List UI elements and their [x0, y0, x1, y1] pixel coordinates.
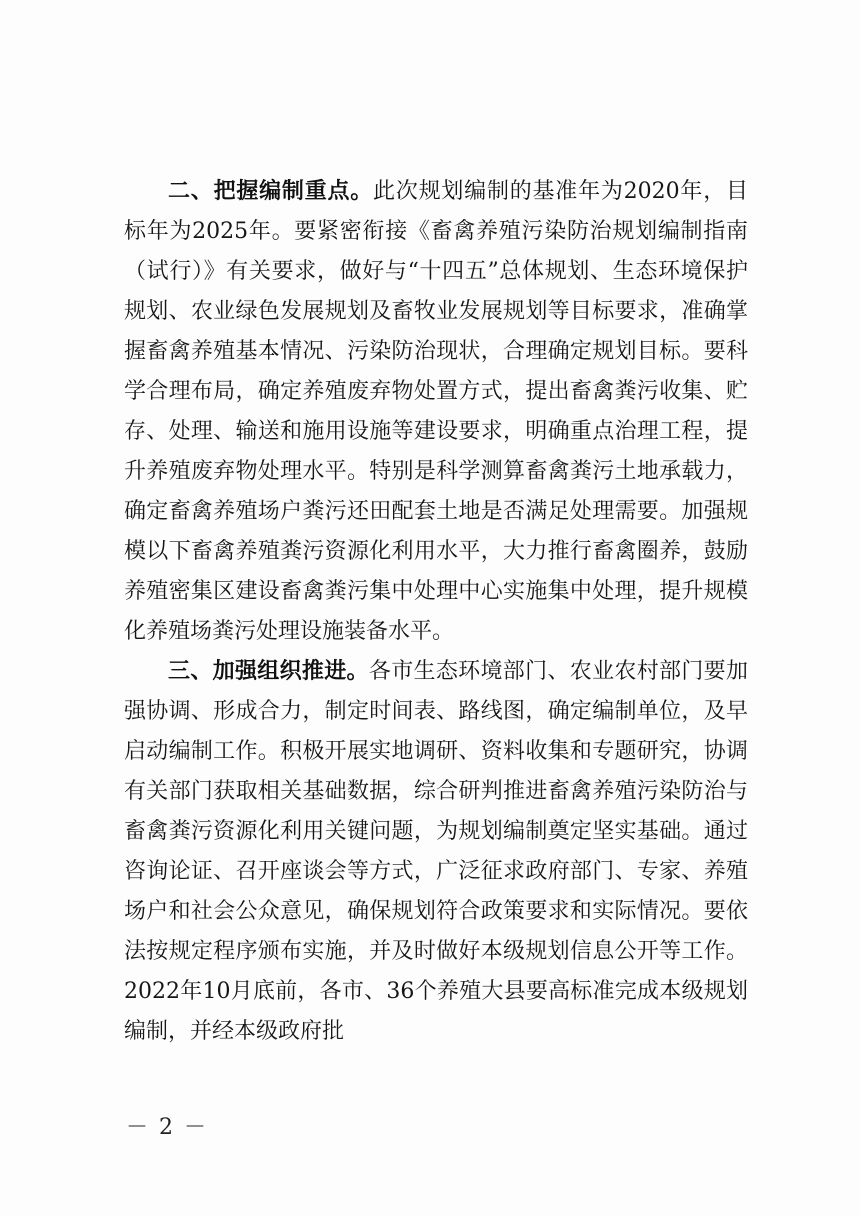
paragraph-organization: [124, 652, 748, 1052]
paragraph-text: 各市生态环境部门、农业农村部门要加强协调、形成合力，制定时间表、路线图，确定编制单位，及早启动编制工作。积极开展实地调研、资料收集和专题研究，协调有关部门获取相关基础数据，综合研判推进畜禽养殖污染防治与畜禽粪污资源化利用关键问题，为规划编制奠定坚实基础。通过咨询论证、召开座谈会等方式，广泛征求政府部门、专家、养殖场户和社会公众意见，确保规划符合政策要求和实际情况。要依法按规定程序颁布实施，并及时做好本级规划信息公开等工作。2022年10月底前，各市、36个养殖大县要高标准完成本级规划编制，并经本级政府批: [124, 659, 748, 1044]
paragraph-planning-focus: [124, 172, 748, 652]
page-number: － 2 －: [126, 1115, 208, 1140]
document-body: [124, 172, 748, 1052]
paragraph-text: 此次规划编制的基准年为2020年，目标年为2025年。要紧密衔接《畜禽养殖污染防治规划编制指南（试行）》有关要求，做好与“十四五”总体规划、生态环境保护规划、农业绿色发展规划及畜牧业发展规划等目标要求，准确掌握畜禽养殖基本情况、污染防治现状，合理确定规划目标。要科学合理布局，确定养殖废弃物处置方式，提出畜禽粪污收集、贮存、处理、输送和施用设施等建设要求，明确重点治理工程，提升养殖废弃物处理水平。特别是科学测算畜禽粪污土地承载力，确定畜禽养殖场户粪污还田配套土地是否满足处理需要。加强规模以下畜禽养殖粪污资源化利用水平，大力推行畜禽圈养，鼓励养殖密集区建设畜禽粪污集中处理中心实施集中处理，提升规模化养殖场粪污处理设施装备水平。: [124, 179, 748, 644]
paragraph-heading: 二、把握编制重点。: [168, 179, 374, 204]
paragraph-heading: 三、加强组织推进。: [168, 659, 369, 684]
